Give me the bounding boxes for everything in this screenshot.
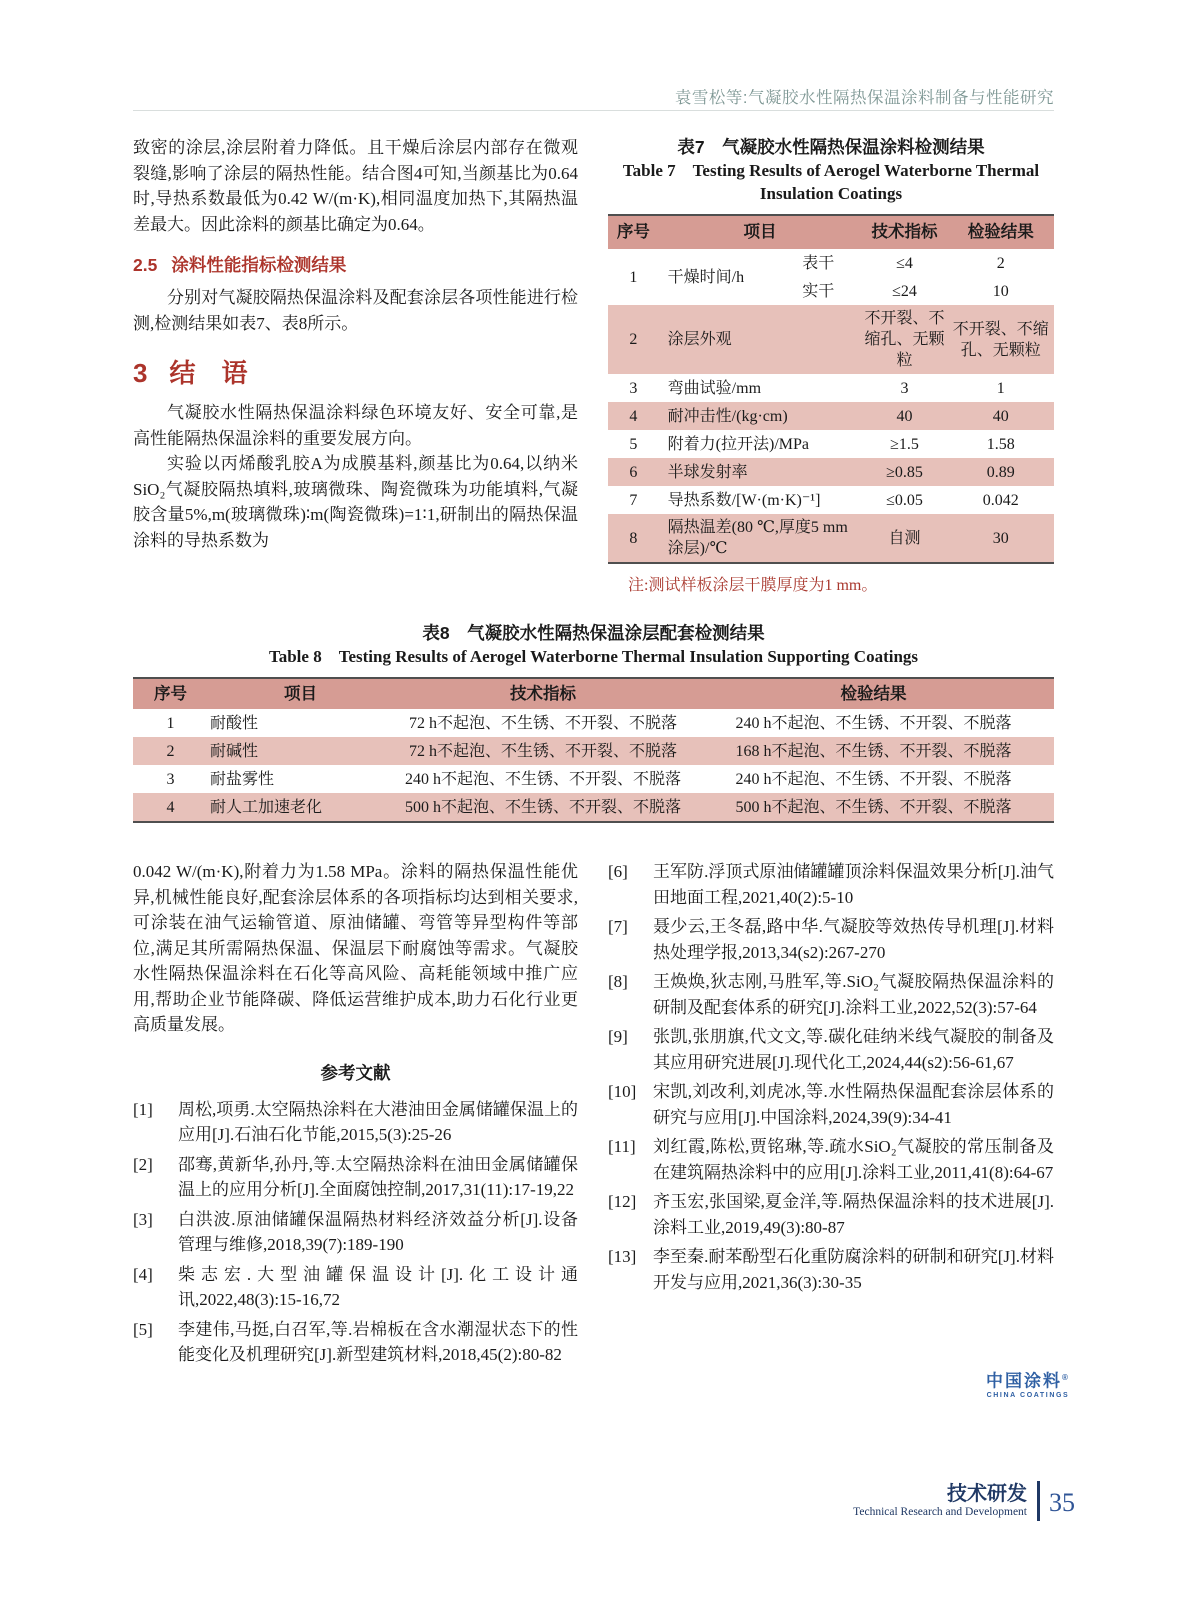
table-row — [133, 737, 1054, 765]
reference-text: 齐玉宏,张国梁,夏金洋,等.隔热保温涂料的技术进展[J].涂料工业,2019,49(3):80-87 — [653, 1192, 1054, 1237]
reference-text: 李至秦.耐苯酚型石化重防腐涂料的研制和研究[J].材料开发与应用,2021,36(3):30-35 — [653, 1247, 1054, 1292]
cell-result: 不开裂、不缩孔、无颗粒 — [948, 305, 1054, 374]
body-paragraph: 0.042 W/(m·K),附着力为1.58 MPa。涂料的隔热保温性能优异,机械性能良好,配套涂层体系的各项指标均达到相关要求,可涂装在油气运输管道、原油储罐、弯管等异型构件等部位,满足其所需隔热保温、保温层下耐腐蚀等需求。气凝胶水性隔热保温涂料在石化等高风险、高耗能领域中推广应用,帮助企业节能降碳、降低运营维护成本,助力石化行业更高质量发展。 — [133, 862, 578, 1034]
right-column — [608, 135, 1054, 595]
table-row — [133, 765, 1054, 793]
page-number: 35 — [1049, 1488, 1075, 1517]
cell-no: 2 — [608, 305, 659, 374]
reference-label: [9] — [608, 1027, 628, 1046]
cell-result: 1.58 — [986, 435, 1015, 453]
body-paragraph: 气凝胶水性隔热保温涂料绿色环境友好、安全可靠,是高性能隔热保温涂料的重要发展方向。 — [133, 403, 578, 448]
cell-result: 0.042 — [982, 491, 1019, 509]
reference-text: 王军防.浮顶式原油储罐罐顶涂料保温效果分析[J].油气田地面工程,2021,40(2):5-10 — [653, 862, 1054, 907]
reference-item — [608, 1189, 1054, 1240]
cell-spec: ≤4 — [896, 254, 913, 272]
cell-result: 168 h不起泡、不生锈、不开裂、不脱落 — [693, 737, 1054, 765]
reference-item — [133, 1207, 578, 1258]
table8-title-en: Table 8 Testing Results of Aerogel Waterborne Thermal Insulation Supporting Coatings — [268, 647, 919, 666]
right-column — [608, 859, 1054, 1372]
cell-item: 半球发射率 — [659, 458, 862, 486]
table7-title-en — [608, 159, 1054, 205]
section-heading-3 — [133, 353, 578, 390]
table-row — [608, 249, 1054, 277]
table8-title-zh: 表8 气凝胶水性隔热保温涂层配套检测结果 — [422, 623, 765, 643]
left-column — [133, 135, 578, 595]
cell-result: 0.89 — [948, 458, 1054, 486]
cell-result: 240 h不起泡、不生锈、不开裂、不脱落 — [735, 714, 1012, 732]
reference-label: [13] — [608, 1247, 637, 1266]
reference-item — [608, 1134, 1054, 1185]
cell-no: 7 — [629, 491, 638, 509]
section-number: 3 — [133, 358, 148, 388]
section-heading-2-5 — [133, 252, 578, 277]
table8-header-row — [133, 678, 1054, 709]
table-row — [608, 514, 1054, 563]
col-header-no: 序号 — [608, 215, 659, 249]
footer-section-en: Technical Research and Development — [853, 1505, 1027, 1518]
reference-item — [608, 1024, 1054, 1075]
lower-columns — [133, 859, 1054, 1372]
header-divider — [133, 110, 1054, 111]
left-column — [133, 859, 578, 1372]
reference-text: 李建伟,马挺,白召军,等.岩棉板在含水潮湿状态下的性能变化及机理研究[J].新型建筑材料,2018,45(2):80-82 — [178, 1319, 578, 1364]
cell-no: 6 — [608, 458, 659, 486]
reference-label: [3] — [133, 1209, 153, 1229]
cell-spec: 3 — [900, 379, 909, 397]
upper-columns — [133, 135, 1054, 595]
cell-item: 弯曲试验/mm — [667, 379, 762, 397]
cell-sublabel: 表干 — [802, 254, 835, 272]
trademark-mark: ® — [1062, 1373, 1070, 1382]
reference-label: [2] — [133, 1154, 153, 1174]
table7 — [608, 214, 1054, 564]
reference-label: [6] — [608, 862, 628, 881]
cell-result: 240 h不起泡、不生锈、不开裂、不脱落 — [735, 770, 1012, 788]
cell-result: 2 — [996, 254, 1005, 272]
table7-title-en-line1: Table 7 Testing Results of Aerogel Waterborne Thermal — [622, 161, 1040, 180]
references-heading: 参考文献 — [320, 1062, 391, 1083]
reference-label: [12] — [608, 1192, 637, 1211]
footer-section-zh: 技术研发 — [947, 1482, 1027, 1505]
cell-spec: 72 h不起泡、不生锈、不开裂、不脱落 — [408, 714, 677, 732]
cell-spec: 72 h不起泡、不生锈、不开裂、不脱落 — [393, 737, 693, 765]
cell-result: 30 — [948, 514, 1054, 563]
cell-item: 干燥时间/h — [667, 268, 745, 286]
cell-spec: 500 h不起泡、不生锈、不开裂、不脱落 — [393, 793, 693, 822]
cell-spec: ≥1.5 — [890, 435, 919, 453]
reference-item — [133, 1152, 578, 1203]
cell-spec: 240 h不起泡、不生锈、不开裂、不脱落 — [404, 770, 681, 788]
cell-item: 耐碱性 — [208, 737, 393, 765]
col-header-spec: 技术指标 — [861, 215, 947, 249]
reference-text: 宋凯,刘改利,刘虎冰,等.水性隔热保温配套涂层体系的研究与应用[J].中国涂料,2024,39(9):34-41 — [653, 1082, 1054, 1127]
cell-spec: 自测 — [861, 514, 947, 563]
table-row — [608, 458, 1054, 486]
cell-spec: 不开裂、不缩孔、无颗粒 — [861, 305, 947, 374]
cell-item: 导热系数/[W·(m·K)⁻¹] — [667, 491, 821, 509]
cell-spec: ≥0.85 — [861, 458, 947, 486]
reference-item — [608, 1244, 1054, 1295]
china-coatings-logo — [986, 1368, 1070, 1400]
cell-no: 2 — [133, 737, 208, 765]
reference-text: 柴志宏.大型油罐保温设计[J].化工设计通讯,2022,48(3):15-16,72 — [178, 1264, 578, 1309]
col-header-spec: 技术指标 — [393, 678, 693, 709]
reference-item — [608, 969, 1054, 1020]
reference-item — [133, 1097, 578, 1148]
cell-sublabel: 实干 — [802, 282, 835, 300]
cell-item: 耐冲击性/(kg·cm) — [659, 402, 862, 430]
table-row — [133, 793, 1054, 822]
reference-item — [608, 914, 1054, 965]
cell-result: 500 h不起泡、不生锈、不开裂、不脱落 — [693, 793, 1054, 822]
col-header-item: 项目 — [208, 678, 393, 709]
col-header-result: 检验结果 — [948, 215, 1054, 249]
table-row — [608, 374, 1054, 402]
reference-label: [8] — [608, 972, 628, 991]
reference-text: 刘红霞,陈松,贾铭琳,等.疏水SiO₂气凝胶的常压制备及在建筑隔热涂料中的应用[J].涂料工业,2011,41(8):64-67 — [653, 1137, 1054, 1182]
table7-title-zh: 表7 气凝胶水性隔热保温涂料检测结果 — [677, 137, 985, 157]
footer-section-tag — [853, 1481, 1075, 1521]
reference-item — [133, 1262, 578, 1313]
cell-result: 10 — [992, 282, 1009, 300]
cell-no: 5 — [629, 435, 638, 453]
reference-text: 聂少云,王冬磊,路中华.气凝胶等效热传导机理[J].材料热处理学报,2013,34(s2):267-270 — [653, 917, 1054, 962]
reference-label: [4] — [133, 1264, 153, 1284]
cell-item: 涂层外观 — [659, 305, 862, 374]
table-row — [133, 709, 1054, 737]
body-paragraph: 实验以丙烯酸乳胶A为成膜基料,颜基比为0.64,以纳米SiO₂气凝胶隔热填料,玻璃微珠、陶瓷微珠为功能填料,气凝胶含量5%,m(玻璃微珠)∶m(陶瓷微珠)=1∶1,研制出的隔热保温涂料的导热系数为 — [133, 454, 578, 550]
reference-text: 周松,项勇.太空隔热涂料在大港油田金属储罐保温上的应用[J].石油石化节能,2015,5(3):25-26 — [178, 1099, 578, 1144]
reference-item — [608, 1079, 1054, 1130]
reference-label: [11] — [608, 1137, 636, 1156]
cell-no: 3 — [166, 770, 175, 788]
cell-no: 1 — [629, 268, 638, 286]
section-number: 2.5 — [133, 255, 158, 275]
cell-no: 4 — [133, 793, 208, 822]
section-title: 涂料性能指标检测结果 — [171, 255, 347, 275]
cell-spec: ≤24 — [892, 282, 917, 300]
table-row — [608, 486, 1054, 514]
logo-name-en: CHINA COATINGS — [986, 1391, 1070, 1399]
reference-label: [10] — [608, 1082, 637, 1101]
logo-name-zh: 中国涂料® — [986, 1371, 1070, 1391]
table7-note: 注:测试样板涂层干膜厚度为1 mm。 — [628, 577, 878, 594]
reference-item — [133, 1317, 578, 1368]
cell-item: 耐盐雾性 — [210, 770, 275, 788]
cell-no: 4 — [608, 402, 659, 430]
table-row — [608, 430, 1054, 458]
table8 — [133, 677, 1054, 823]
reference-text: 张凯,张朋旗,代文文,等.碳化硅纳米线气凝胶的制备及其应用研究进展[J].现代化工,2024,44(s2):56-61,67 — [653, 1027, 1054, 1072]
cell-item: 附着力(拉开法)/MPa — [667, 435, 810, 453]
footer-divider-bar — [1037, 1481, 1040, 1521]
cell-spec: 40 — [861, 402, 947, 430]
footer-section-text — [853, 1483, 1027, 1520]
reference-text: 邵骞,黄新华,孙丹,等.太空隔热涂料在油田金属储罐保温上的应用分析[J].全面腐蚀控制,2017,31(11):17-19,22 — [178, 1154, 578, 1199]
reference-item — [608, 859, 1054, 910]
reference-text: 白洪波.原油储罐保温隔热材料经济效益分析[J].设备管理与维修,2018,39(7):189-190 — [178, 1209, 578, 1254]
cell-item: 耐人工加速老化 — [208, 793, 393, 822]
cell-item: 隔热温差(80 ℃,厚度5 mm涂层)/℃ — [659, 514, 862, 563]
reference-text: 王焕焕,狄志刚,马胜军,等.SiO₂气凝胶隔热保温涂料的研制及配套体系的研究[J].涂料工业,2022,52(3):57-64 — [653, 972, 1054, 1017]
cell-spec: ≤0.05 — [886, 491, 923, 509]
cell-result: 40 — [948, 402, 1054, 430]
reference-label: [1] — [133, 1099, 153, 1119]
cell-no: 3 — [629, 379, 638, 397]
reference-label: [5] — [133, 1319, 153, 1339]
col-header-no: 序号 — [133, 678, 208, 709]
body-paragraph: 分别对气凝胶隔热保温涂料及配套涂层各项性能进行检测,检测结果如表7、表8所示。 — [133, 288, 578, 333]
running-head: 袁雪松等:气凝胶水性隔热保温涂料制备与性能研究 — [674, 89, 1054, 107]
col-header-result: 检验结果 — [693, 678, 1054, 709]
cell-result: 1 — [996, 379, 1005, 397]
cell-no: 8 — [608, 514, 659, 563]
table7-title-en-line2: Insulation Coatings — [759, 184, 903, 203]
table8-block — [133, 621, 1054, 823]
reference-label: [7] — [608, 917, 628, 936]
cell-item: 耐酸性 — [210, 714, 259, 732]
table7-header-row — [608, 215, 1054, 249]
section-title: 结 语 — [169, 358, 248, 388]
col-header-item: 项目 — [659, 215, 862, 249]
cell-no: 1 — [166, 714, 175, 732]
table-row — [608, 402, 1054, 430]
table-row — [608, 305, 1054, 374]
body-paragraph: 致密的涂层,涂层附着力降低。且干燥后涂层内部存在微观裂缝,影响了涂层的隔热性能。结合图4可知,当颜基比为0.64时,导热系数最低为0.42 W/(m·K),相同温度加热下,其隔热温差最大。因此涂料的颜基比确定为0.64。 — [133, 138, 578, 234]
